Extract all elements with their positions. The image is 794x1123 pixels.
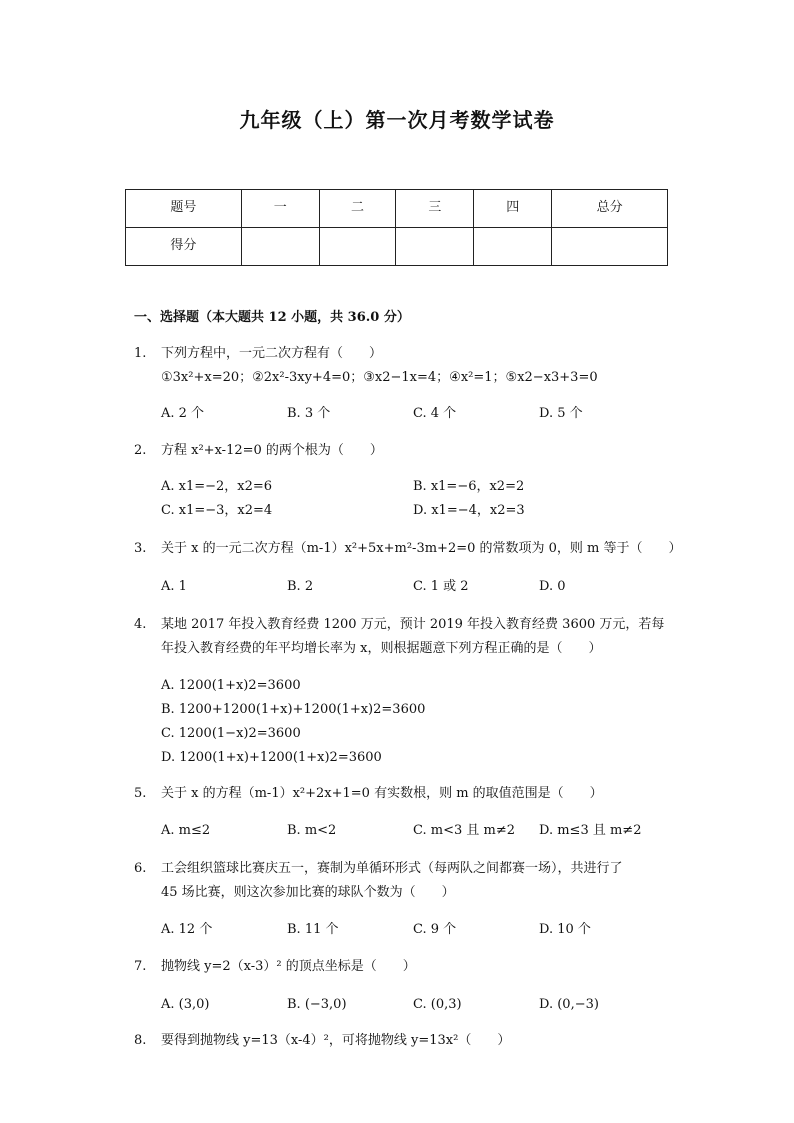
score-header-cell: 三 — [396, 190, 474, 228]
option-d: D. 5 个 — [539, 406, 583, 421]
question-4 — [134, 613, 694, 770]
score-cell — [552, 228, 668, 266]
option-c: C. m<3 且 m≠2 — [413, 823, 515, 838]
option-d: D. 0 — [539, 579, 566, 594]
option-d: D. x1=−4，x2=3 — [413, 503, 525, 518]
section-heading: 一、选择题（本大题共 12 小题，共 36.0 分） — [134, 310, 410, 325]
option-b: B. (−3,0) — [287, 997, 347, 1012]
question-number: 1. — [134, 346, 147, 361]
option-a: A. 12 个 — [161, 922, 213, 937]
score-header-cell: 题号 — [126, 190, 242, 228]
score-table-header-row — [126, 190, 668, 228]
option-b: B. 11 个 — [287, 922, 339, 937]
question-number: 7. — [134, 959, 147, 974]
question-number: 3. — [134, 541, 147, 556]
option-b: B. x1=−6，x2=2 — [413, 479, 525, 494]
score-header-cell: 一 — [241, 190, 319, 228]
option-d: D. (0,−3) — [539, 997, 599, 1012]
question-1 — [134, 342, 694, 426]
exam-title: 九年级（上）第一次月考数学试卷 — [239, 108, 555, 132]
question-7 — [134, 955, 694, 1017]
score-table-score-row — [126, 228, 668, 266]
score-table — [125, 189, 668, 266]
option-d: D. 1200(1+x)+1200(1+x)2=3600 — [161, 750, 382, 765]
question-stem: 方程 x²+x-12=0 的两个根为（ ） — [161, 443, 383, 458]
score-cell — [396, 228, 474, 266]
option-c: C. (0,3) — [413, 997, 462, 1012]
question-stem: ①3x²+x=20；②2x²-3xy+4=0；③x2−1x=4；④x²=1；⑤x2−x3+3=0 — [161, 370, 598, 385]
question-number: 2. — [134, 443, 147, 458]
question-number: 8. — [134, 1033, 147, 1048]
option-d: D. m≤3 且 m≠2 — [539, 823, 642, 838]
question-stem: 抛物线 y=2（x-3）² 的顶点坐标是（ ） — [161, 959, 416, 974]
question-2 — [134, 439, 694, 523]
score-cell — [319, 228, 396, 266]
option-a: A. (3,0) — [161, 997, 210, 1012]
question-stem: 某地 2017 年投入教育经费 1200 万元，预计 2019 年投入教育经费 3600 万元，若每 — [161, 617, 665, 632]
question-number: 5. — [134, 786, 147, 801]
question-5 — [134, 782, 694, 843]
option-b: B. 2 — [287, 579, 314, 594]
question-6 — [134, 857, 694, 942]
option-a: A. 2 个 — [161, 406, 205, 421]
question-stem: 下列方程中，一元二次方程有（ ） — [161, 346, 383, 361]
question-stem: 45 场比赛，则这次参加比赛的球队个数为（ ） — [161, 885, 455, 900]
option-c: C. 9 个 — [413, 922, 457, 937]
option-c: C. 1 或 2 — [413, 579, 469, 594]
option-a: A. x1=−2，x2=6 — [161, 479, 273, 494]
option-a: A. m≤2 — [161, 823, 211, 838]
score-cell — [241, 228, 319, 266]
option-c: C. 1200(1−x)2=3600 — [161, 726, 301, 741]
option-c: C. x1=−3，x2=4 — [161, 503, 273, 518]
option-b: B. 3 个 — [287, 406, 331, 421]
score-header-cell: 总分 — [552, 190, 668, 228]
question-stem: 关于 x 的一元二次方程（m-1）x²+5x+m²-3m+2=0 的常数项为 0，则 m 等于（ ） — [161, 541, 682, 556]
option-d: D. 10 个 — [539, 922, 591, 937]
score-header-cell: 四 — [474, 190, 552, 228]
option-a: A. 1 — [161, 579, 187, 594]
option-b: B. 1200+1200(1+x)+1200(1+x)2=3600 — [161, 702, 426, 717]
option-c: C. 4 个 — [413, 406, 457, 421]
score-cell — [474, 228, 552, 266]
question-stem: 要得到抛物线 y=13（x-4）²，可将抛物线 y=13x²（ ） — [161, 1033, 511, 1048]
score-row-label: 得分 — [126, 228, 242, 266]
option-b: B. m<2 — [287, 823, 337, 838]
question-number: 4. — [134, 617, 147, 632]
option-a: A. 1200(1+x)2=3600 — [161, 678, 301, 693]
question-stem: 关于 x 的方程（m-1）x²+2x+1=0 有实数根，则 m 的取值范围是（ ） — [161, 786, 603, 801]
question-8 — [134, 1029, 694, 1053]
question-3 — [134, 537, 694, 599]
question-stem: 工会组织篮球比赛庆五一，赛制为单循环形式（每两队之间都赛一场），共进行了 — [161, 861, 623, 876]
score-header-cell: 二 — [319, 190, 396, 228]
question-number: 6. — [134, 861, 147, 876]
question-stem: 年投入教育经费的年平均增长率为 x，则根据题意下列方程正确的是（ ） — [161, 641, 602, 656]
